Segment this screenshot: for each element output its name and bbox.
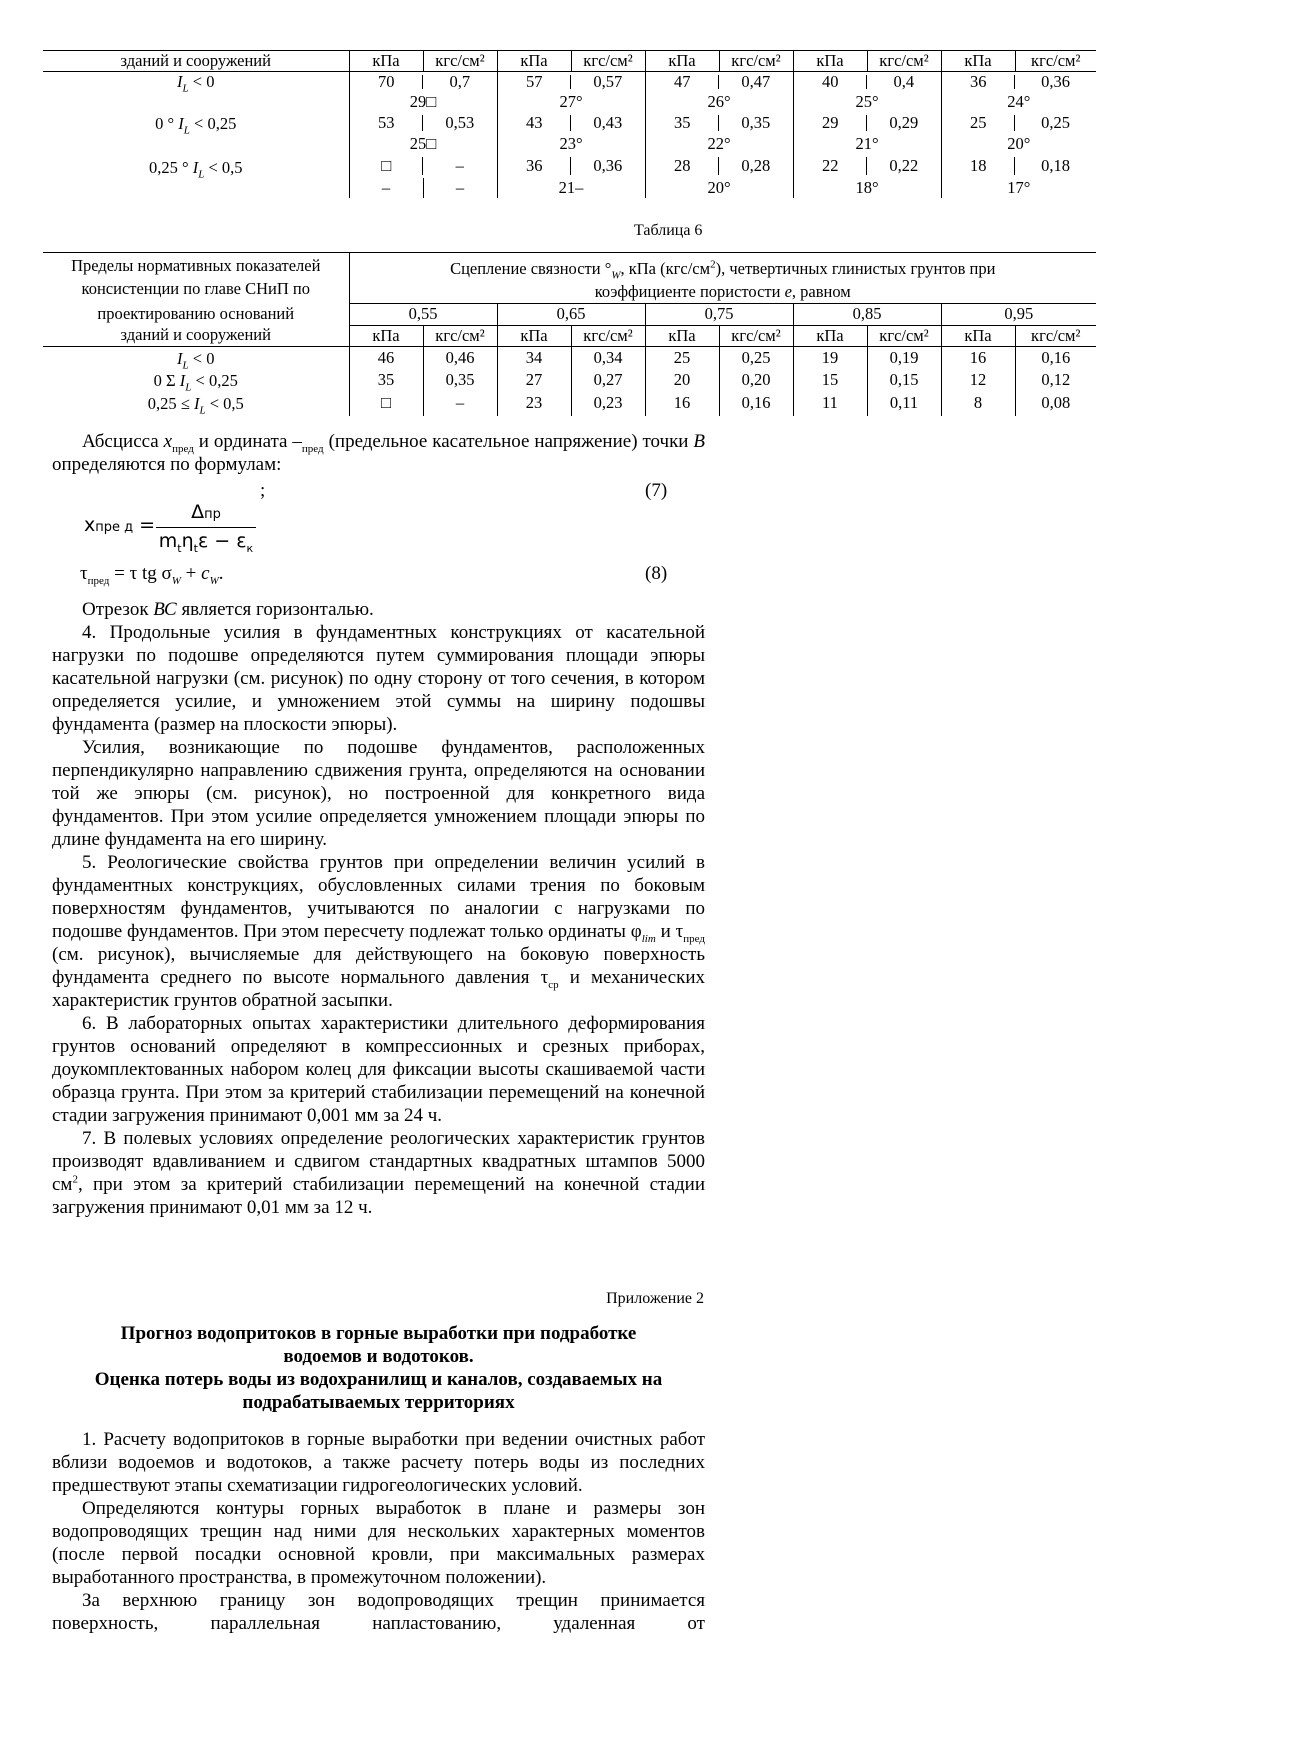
angle-cell: 23° xyxy=(497,134,645,154)
unit-header: кгс/см² xyxy=(867,51,941,72)
porosity-value: 0,75 xyxy=(645,304,793,325)
cell: 0,23 xyxy=(571,391,645,416)
appendix-title xyxy=(52,1322,705,1414)
angle-cell: 20° xyxy=(1007,134,1031,153)
row-label: $0,25 \le I_L < 0,5$ xyxy=(43,391,349,416)
cell: 28 xyxy=(645,154,719,178)
cell: 18 xyxy=(941,154,1015,178)
cell: 0,27 xyxy=(571,369,645,391)
cell: 0,4 xyxy=(867,72,941,93)
cell: 35 xyxy=(645,112,719,134)
cell: 0,25 xyxy=(719,346,793,369)
porosity-value: 0,85 xyxy=(793,304,941,325)
paragraph: Отрезок ВС является горизонталью. xyxy=(82,599,374,620)
unit-header: кгс/см² xyxy=(571,325,645,346)
unit-header: кПа xyxy=(793,325,867,346)
cell: 25 xyxy=(645,346,719,369)
table-5-continuation xyxy=(43,50,1096,198)
cell: 0,46 xyxy=(423,346,497,369)
stub-header-line: консистенции по главе СНиП по xyxy=(81,279,310,298)
cell: 43 xyxy=(497,112,571,134)
stub-header-line: Пределы нормативных показателей xyxy=(71,256,321,275)
cell: 11 xyxy=(793,391,867,416)
body-text-2 xyxy=(52,1428,705,1635)
cell: 16 xyxy=(645,391,719,416)
cell: 20 xyxy=(645,369,719,391)
angle-row xyxy=(43,92,1096,112)
unit-header: кПа xyxy=(645,325,719,346)
row-label-spacer xyxy=(43,178,349,198)
table-header-row xyxy=(43,51,1096,72)
cell: – xyxy=(423,154,497,178)
cell: 53 xyxy=(349,112,423,134)
stub-header xyxy=(43,253,349,326)
cell: □ xyxy=(349,391,423,416)
eq7-lhs xyxy=(84,514,155,536)
cell: 0,35 xyxy=(423,369,497,391)
cell: 36 xyxy=(941,72,1015,93)
table-row xyxy=(43,154,1096,178)
cell: 0,12 xyxy=(1041,369,1071,389)
unit-header: кгс/см² xyxy=(571,51,645,72)
unit-header: кгс/см² xyxy=(867,325,941,346)
angle-cell: 26° xyxy=(645,92,793,112)
cell: 0,20 xyxy=(719,369,793,391)
eq7-num-sub: пр xyxy=(204,507,221,522)
stub-header-line: проектированию оснований xyxy=(97,304,295,323)
cell: 0,22 xyxy=(867,154,941,178)
paragraph: Определяются контуры горных выработок в плане и размеры зон водопроводящих трещин над ними для нескольких характерных моментов (после первой посадки основной кровли, при максимальных размерах выработанного пространства, в промежуточном положении). xyxy=(52,1498,705,1588)
cell: 0,36 xyxy=(571,154,645,178)
eq7-semicolon: ; xyxy=(260,480,266,501)
cell: 0,15 xyxy=(867,369,941,391)
title-line: Оценка потерь воды из водохранилищ и каналов, создаваемых на xyxy=(94,1369,663,1390)
row-label: $I_L < 0$ xyxy=(43,346,349,369)
cell: 0,11 xyxy=(867,391,941,416)
unit-header: кПа xyxy=(349,51,423,72)
row-label: 0 Σ $I_L < 0,25$ xyxy=(43,369,349,391)
title-line: Прогноз водопритоков в горные выработки при подработке xyxy=(120,1323,637,1344)
unit-header: кгс/см² xyxy=(719,325,793,346)
cell: 0,29 xyxy=(867,112,941,134)
cell: 47 xyxy=(645,72,719,93)
row-label: $I_L < 0$ xyxy=(43,72,349,93)
angle-cell: 29□ xyxy=(349,92,497,112)
eq8-number: (8) xyxy=(645,563,668,584)
eq7-lhs-var: x xyxy=(84,514,96,536)
porosity-value: 0,55 xyxy=(349,304,497,325)
cell: 0,53 xyxy=(423,112,497,134)
eq7-fraction xyxy=(156,500,256,554)
cell: 70 xyxy=(349,72,423,93)
cell: 12 xyxy=(941,369,1015,391)
cohesion-header: Сцепление связности $^\circ_W$, кПа $(кгс/см^2)$, четвертичных глинистых грунтов при коэффициенте пористости е, равном xyxy=(349,253,1096,304)
cell: 36 xyxy=(497,154,571,178)
row-label: 0,25 ° $I_L < 0,5$ xyxy=(43,154,349,178)
eq7-lhs-sub: пре д xyxy=(95,520,134,535)
title-line: водоемов и водотоков. xyxy=(283,1346,474,1367)
cell: □ xyxy=(349,154,423,178)
angle-cell: 24° xyxy=(1007,92,1031,111)
unit-header: кгс/см² xyxy=(423,51,497,72)
angle-row xyxy=(43,134,1096,154)
cell: 0,08 xyxy=(1041,393,1071,412)
cell: 0,19 xyxy=(867,346,941,369)
paragraph: 5. Реологические свойства грунтов при определении величин усилий в фундаментных конструкциях, обусловленных силами трения по боковым поверхностям фундаментов, учитываются по аналогии с нагрузками по подошве фундаментов. При этом пересчету подлежат только ординаты $\varphi_{lim}$ и $\tau_{пред}$ (см. рисунок), вычисляемые для действующего на боковую поверхность фундамента среднего по высоте нормального давления $\tau_{ср}$ и механических характеристик грунтов обратной засыпки. xyxy=(52,852,705,1011)
cell: 0,18 xyxy=(1041,156,1070,175)
cell: 23 xyxy=(497,391,571,416)
stub-header-line: зданий и сооружений xyxy=(43,325,349,346)
cell: 27 xyxy=(497,369,571,391)
eq7-denominator: $m_t\eta_t\varepsilon - \varepsilon_к$ xyxy=(158,530,254,555)
unit-header: кПа xyxy=(349,325,423,346)
cell: 0,25 xyxy=(1041,113,1070,132)
unit-header: кПа xyxy=(941,325,1015,346)
angle-cell: 21° xyxy=(793,134,941,154)
cell: – xyxy=(423,391,497,416)
row-label-spacer xyxy=(43,92,349,112)
eq7-equals: = xyxy=(139,514,156,536)
cell: 0,7 xyxy=(423,72,497,93)
unit-header: кПа xyxy=(941,51,1015,72)
paragraph: 6. В лабораторных опытах характеристики длительного деформирования грунтов оснований определяют в компрессионных и срезных приборах, доукомплектованных набором колец для фиксации высоты скашиваемой части образца грунта. При этом за критерий стабилизации перемещений на конечной стадии загружения принимают 0,001 мм за 24 ч. xyxy=(52,1013,705,1126)
cell: 46 xyxy=(349,346,423,369)
unit-header: кгс/см² xyxy=(423,325,497,346)
cell: 0,34 xyxy=(571,346,645,369)
cell: 0,16 xyxy=(719,391,793,416)
cell: 40 xyxy=(793,72,867,93)
paragraph: 1. Расчету водопритоков в горные выработки при ведении очистных работ вблизи водоемов и водотоков, а также расчету потерь воды из последних предшествуют этапы схематизации гидрогеологических условий. xyxy=(52,1429,705,1496)
unit-header: кПа xyxy=(645,51,719,72)
appendix-label: Приложение 2 xyxy=(606,1290,704,1307)
body-text xyxy=(52,598,705,1219)
eq7-number: (7) xyxy=(645,480,668,501)
table-header-row xyxy=(43,253,1096,304)
table-6-caption: Таблица 6 xyxy=(634,222,703,239)
eq7-delta: Δ xyxy=(191,501,205,523)
table-row xyxy=(43,346,1096,369)
unit-row xyxy=(43,325,1096,346)
cell: 25 xyxy=(941,112,1015,134)
angle-cell: 25□ xyxy=(349,134,497,154)
cell: 0,36 xyxy=(1041,72,1070,91)
angle-cell: 21– xyxy=(497,178,645,198)
angle-cell: 20° xyxy=(645,178,793,198)
cell: 57 xyxy=(497,72,571,93)
cell: 16 xyxy=(941,346,1015,369)
title-line: подрабатываемых территориях xyxy=(242,1392,515,1413)
table-row xyxy=(43,112,1096,134)
paragraph: 4. Продольные усилия в фундаментных конструкциях от касательной нагрузки по подошве определяются путем суммирования площади эпюры касательной нагрузки (см. рисунок) по одну сторону от того сечения, в котором определяется усилие, и умножением этой суммы на ширину подошвы фундамента (размер на плоскости эпюры). xyxy=(52,622,705,735)
cell: 22 xyxy=(793,154,867,178)
angle-cell: 27° xyxy=(497,92,645,112)
angle-cell: – xyxy=(423,178,497,198)
unit-header: кгс/см² xyxy=(1015,325,1096,346)
cell: 0,35 xyxy=(719,112,793,134)
angle-cell: 17° xyxy=(1007,178,1031,197)
angle-cell: 22° xyxy=(645,134,793,154)
cell: 34 xyxy=(497,346,571,369)
table-row xyxy=(43,369,1096,391)
angle-cell: 18° xyxy=(793,178,941,198)
paragraph: 7. В полевых условиях определение реологических характеристик грунтов производят вдавливанием и сдвигом стандартных квадратных штампов 5000 $см^2$, при этом за критерий стабилизации перемещений на конечной стадии загружения принимают 0,01 мм за 12 ч. xyxy=(52,1128,705,1218)
porosity-value: 0,65 xyxy=(497,304,645,325)
unit-header: кгс/см² xyxy=(1015,51,1096,72)
cell: 0,57 xyxy=(571,72,645,93)
paragraph: Усилия, возникающие по подошве фундаментов, расположенных перпендикулярно направлению сдвижения грунта, определяются на основании той же эпюры (см. рисунок), но построенной для конкретного вида фундаментов. При этом усилие определяется умножением площади эпюры по длине фундамента на его ширину. xyxy=(52,737,705,850)
cell: 0,43 xyxy=(571,112,645,134)
row-label: 0 ° $I_L < 0,25$ xyxy=(43,112,349,134)
row-label-spacer xyxy=(43,134,349,154)
table-6 xyxy=(43,252,1096,416)
table-row xyxy=(43,72,1096,93)
unit-header: кПа xyxy=(497,325,571,346)
cell: 19 xyxy=(793,346,867,369)
abscissa-paragraph: Абсцисса $х_{пред}$ и ордината $-_{пред}$ (предельное касательное напряжение) точки В определяются по формулам: xyxy=(52,431,705,475)
unit-header: кПа xyxy=(793,51,867,72)
table-row xyxy=(43,391,1096,416)
unit-header: кПа xyxy=(497,51,571,72)
cell: 0,16 xyxy=(1041,347,1071,367)
angle-row xyxy=(43,178,1096,198)
stub-header: зданий и сооружений xyxy=(43,51,349,72)
eq8: $\tau_{пред} = \tau$ tg $\sigma_W + c_W$. xyxy=(80,563,224,587)
angle-cell: 25° xyxy=(793,92,941,112)
cell: 0,28 xyxy=(719,154,793,178)
angle-cell: – xyxy=(349,178,423,198)
unit-header: кгс/см² xyxy=(719,51,793,72)
paragraph: За верхнюю границу зон водопроводящих трещин принимается поверхность, параллельная напластованию, удаленная от xyxy=(52,1590,705,1634)
cell: 0,47 xyxy=(719,72,793,93)
cell: 8 xyxy=(941,391,1015,416)
eq7-numerator xyxy=(156,500,256,528)
cell: 29 xyxy=(793,112,867,134)
porosity-value: 0,95 xyxy=(941,304,1096,325)
cell: 35 xyxy=(349,369,423,391)
cell: 15 xyxy=(793,369,867,391)
